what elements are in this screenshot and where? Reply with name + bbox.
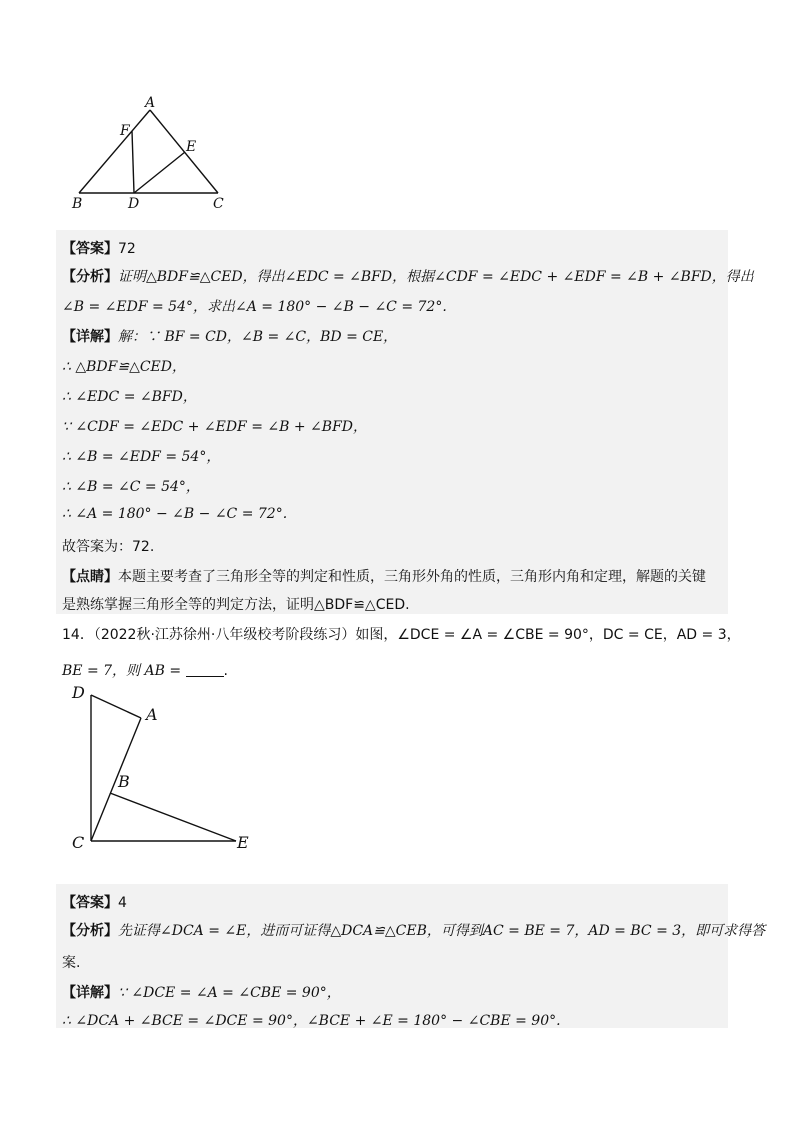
solution-block-14 bbox=[56, 884, 728, 1028]
segment-da bbox=[91, 695, 141, 718]
segment-be bbox=[110, 793, 236, 841]
analysis-label: 【分析】 bbox=[62, 269, 118, 285]
label-d: D bbox=[128, 196, 140, 212]
segment-fd bbox=[132, 131, 134, 193]
question-14-line1: 14．（2022秋·江苏徐州·八年级校考阶段练习）如图，∠DCE = ∠A = ∠CBE = 90°，DC = CE，AD = 3， bbox=[62, 627, 741, 643]
comment-text-line1: 本题主要考查了三角形全等的判定和性质，三角形外角的性质，三角形内角和定理，解题的关键 bbox=[118, 569, 706, 585]
figure-triangle-abc bbox=[60, 90, 260, 215]
figure-dace-svg bbox=[60, 680, 280, 860]
analysis-label: 【分析】 bbox=[62, 923, 118, 939]
answer-label: 【答案】 bbox=[62, 241, 118, 257]
detail-row-13 bbox=[62, 326, 397, 346]
label-c: C bbox=[213, 196, 224, 212]
label-b: B bbox=[118, 772, 130, 791]
question-14-given: BE = 7，则 AB = bbox=[62, 663, 182, 679]
detail-label: 【详解】 bbox=[62, 329, 118, 345]
label-a: A bbox=[146, 705, 158, 724]
detail-text-line1: ∵ ∠DCE = ∠A = ∠CBE = 90°， bbox=[118, 985, 341, 1001]
segment-ac bbox=[91, 718, 141, 841]
analysis-text-line1: 证明△BDF≌△CED，得出∠EDC = ∠BFD，根据∠CDF = ∠EDC + ∠EDF = ∠B + ∠BFD，得出 bbox=[118, 269, 754, 285]
step-1: ∴ △BDF≌△CED， bbox=[62, 359, 187, 375]
figure-dace bbox=[60, 680, 280, 860]
comment-row-13 bbox=[62, 566, 706, 586]
label-f: F bbox=[120, 123, 130, 139]
answer-value: 4 bbox=[118, 895, 127, 911]
answer-value: 72 bbox=[118, 241, 136, 257]
answer-row-13 bbox=[62, 238, 136, 258]
segment-ba bbox=[79, 110, 150, 193]
label-c: C bbox=[72, 833, 85, 852]
detail-row-14 bbox=[62, 982, 341, 1002]
answer-row-14 bbox=[62, 892, 127, 912]
analysis-text-line2: ∠B = ∠EDF = 54°，求出∠A = 180° − ∠B − ∠C = 72°. bbox=[62, 299, 447, 315]
label-d: D bbox=[72, 683, 85, 702]
comment-text-line2: 是熟练掌握三角形全等的判定方法，证明△BDF≌△CED. bbox=[62, 597, 410, 613]
label-a: A bbox=[145, 95, 156, 111]
analysis-text-line2: 案. bbox=[62, 955, 81, 971]
step-3: ∵ ∠CDF = ∠EDC + ∠EDF = ∠B + ∠BFD， bbox=[62, 419, 368, 435]
analysis-row-14 bbox=[62, 920, 765, 940]
step-4: ∴ ∠B = ∠EDF = 54°， bbox=[62, 449, 221, 465]
comment-label: 【点睛】 bbox=[62, 569, 118, 585]
step-5: ∴ ∠B = ∠C = 54°， bbox=[62, 479, 200, 495]
analysis-row-13 bbox=[62, 266, 754, 286]
segment-de bbox=[134, 152, 185, 193]
conclusion-13: 故答案为：72. bbox=[62, 539, 155, 555]
question-14-period: . bbox=[223, 663, 228, 679]
analysis-text-line1: 先证得∠DCA = ∠E，进而可证得△DCA≌△CEB，可得到AC = BE = 7，AD = BC = 3，即可求得答 bbox=[118, 923, 766, 939]
detail-text-line1: 解：∵ BF = CD，∠B = ∠C，BD = CE， bbox=[118, 329, 398, 345]
answer-label: 【答案】 bbox=[62, 895, 118, 911]
detail-text-line2: ∴ ∠DCA + ∠BCE = ∠DCE = 90°，∠BCE + ∠E = 180° − ∠CBE = 90°. bbox=[62, 1013, 561, 1029]
label-e: E bbox=[237, 833, 249, 852]
answer-blank bbox=[186, 662, 224, 677]
label-e: E bbox=[186, 139, 197, 155]
segment-ac bbox=[150, 110, 218, 193]
figure-triangle-abc-svg bbox=[60, 90, 260, 215]
question-14-line2 bbox=[62, 660, 228, 680]
detail-label: 【详解】 bbox=[62, 985, 118, 1001]
step-6: ∴ ∠A = 180° − ∠B − ∠C = 72°. bbox=[62, 506, 288, 522]
label-b: B bbox=[72, 196, 83, 212]
step-2: ∴ ∠EDC = ∠BFD， bbox=[62, 389, 197, 405]
